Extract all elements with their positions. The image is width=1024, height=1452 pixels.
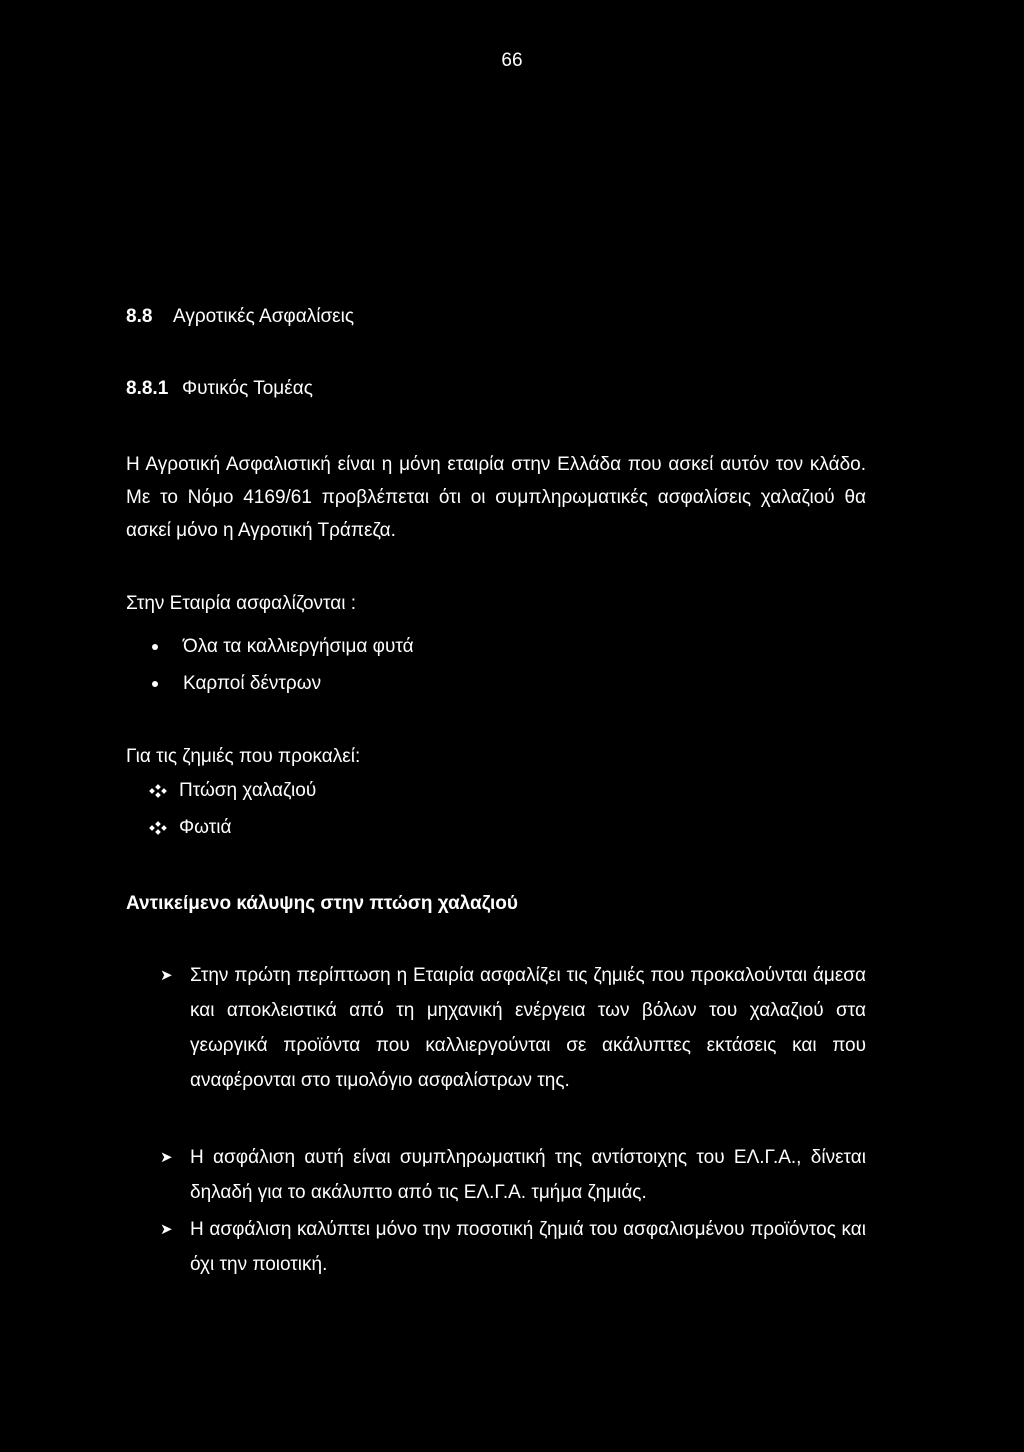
subsection-number: 8.8.1 — [126, 378, 169, 399]
list-item — [150, 780, 316, 802]
coverage-item-text: Η ασφάλιση αυτή είναι συμπληρωματική της αντίστοιχης του ΕΛ.Γ.Α., δίνεται δηλαδή για το ακάλυπτο από τις ΕΛ.Γ.Α. τμήμα ζημιάς. — [190, 1147, 866, 1203]
list-item — [152, 636, 414, 658]
list-item — [152, 673, 321, 695]
section-heading — [126, 306, 354, 328]
arrowhead-bullet-icon: ➤ — [160, 1221, 173, 1238]
damages-intro: Για τις ζημιές που προκαλεί: — [126, 746, 361, 767]
bullet-dot-icon — [152, 644, 158, 650]
coverage-item-text: Στην πρώτη περίπτωση η Εταιρία ασφαλίζει τις ζημιές που προκαλούνται άμεσα και αποκλειστικά από τη μηχανική ενέργεια των βόλων του χαλαζιού στα γεωργικά προϊόντα που καλλιεργούνται σε ακάλυπτες εκτάσεις και που αναφέρονται στο τιμολόγιο ασφαλίστρων της. — [190, 965, 866, 1091]
damage-item-label: Φωτιά — [179, 817, 232, 838]
insured-item-label: Όλα τα καλλιεργήσιμα φυτά — [183, 636, 414, 657]
four-diamond-bullet-icon — [150, 822, 166, 834]
list-item — [160, 1212, 866, 1282]
arrowhead-bullet-icon: ➤ — [160, 967, 173, 984]
section-title: Αγροτικές Ασφαλίσεις — [173, 306, 355, 327]
insured-item-label: Καρποί δέντρων — [183, 673, 322, 694]
subsection-title: Φυτικός Τομέας — [182, 378, 313, 399]
section-number: 8.8 — [126, 306, 153, 327]
bullet-dot-icon — [152, 681, 158, 687]
coverage-title: Αντικείμενο κάλυψης στην πτώση χαλαζιού — [126, 893, 518, 914]
list-item — [160, 958, 866, 1098]
list-item — [150, 817, 231, 839]
coverage-item-text: Η ασφάλιση καλύπτει μόνο την ποσοτική ζημιά του ασφαλισμένου προϊόντος και όχι την ποιοτική. — [190, 1219, 866, 1275]
subsection-heading — [126, 378, 313, 400]
four-diamond-bullet-icon — [150, 785, 166, 797]
arrowhead-bullet-icon: ➤ — [160, 1149, 173, 1166]
damage-item-label: Πτώση χαλαζιού — [179, 780, 317, 801]
page-number: 66 — [501, 50, 523, 71]
insured-intro: Στην Εταιρία ασφαλίζονται : — [126, 593, 357, 614]
intro-paragraph: Η Αγροτική Ασφαλιστική είναι η μόνη εταιρία στην Ελλάδα που ασκεί αυτόν τον κλάδο. Με το Νόμο 4169/61 προβλέπεται ότι οι συμπληρωματικές ασφαλίσεις χαλαζιού θα ασκεί μόνο η Αγροτική Τράπεζα. — [126, 454, 866, 541]
list-item — [160, 1140, 866, 1210]
